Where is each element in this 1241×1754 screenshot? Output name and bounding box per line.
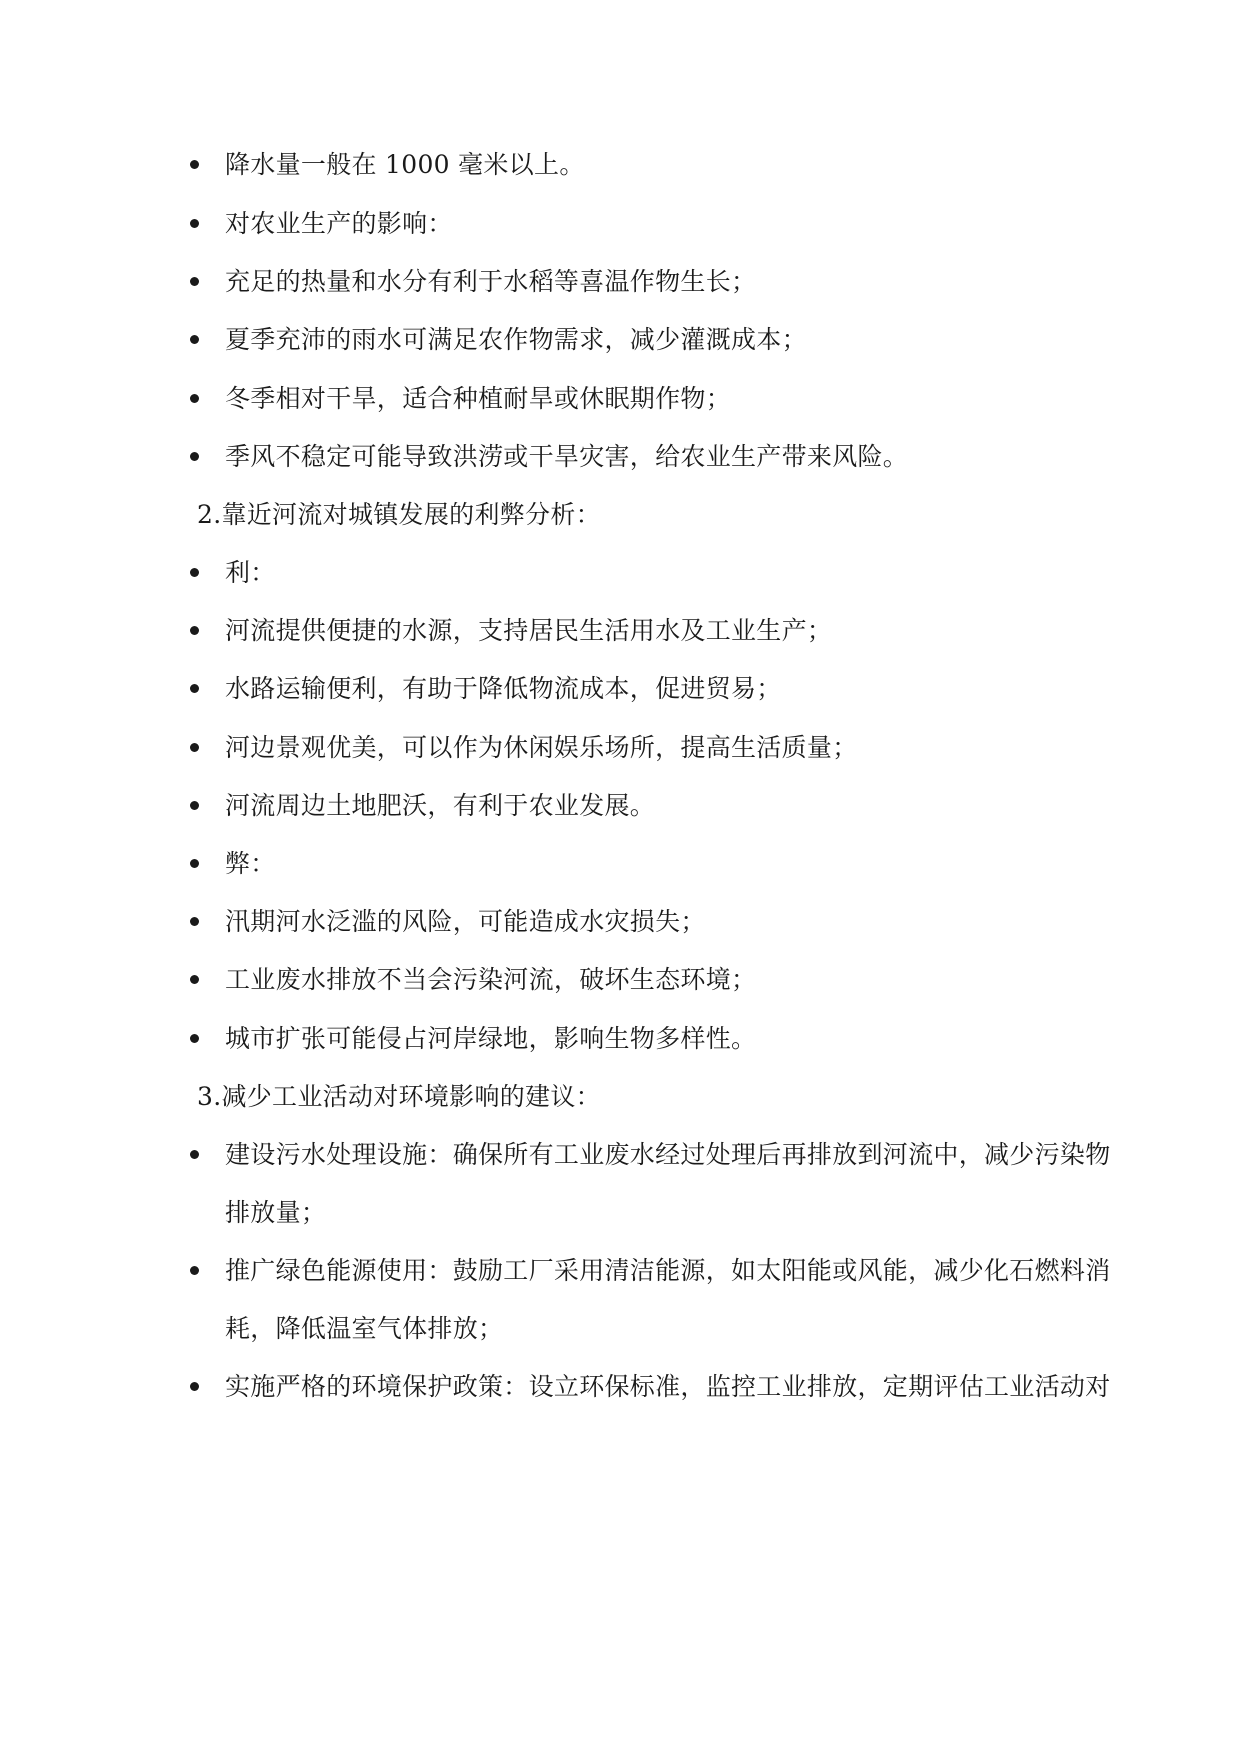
bullet-dot — [190, 277, 199, 286]
list-item: 汛期河水泛滥的风险，可能造成水灾损失； — [225, 907, 706, 936]
bullet-dot — [190, 219, 199, 228]
bullet-dot — [190, 743, 199, 752]
bullet-dot — [190, 335, 199, 344]
list-item: 弊： — [225, 849, 276, 878]
list-item: 季风不稳定可能导致洪涝或干旱灾害，给农业生产带来风险。 — [225, 442, 909, 471]
list-item: 充足的热量和水分有利于水稻等喜温作物生长； — [225, 267, 757, 296]
list-item: 利： — [225, 558, 276, 587]
bullet-dot — [190, 975, 199, 984]
bullet-dot — [190, 394, 199, 403]
bullet-dot — [190, 452, 199, 461]
bullet-dot — [190, 626, 199, 635]
list-item: 工业废水排放不当会污染河流，破坏生态环境； — [225, 965, 757, 994]
bullet-dot — [190, 801, 199, 810]
list-item: 水路运输便利，有助于降低物流成本，促进贸易； — [225, 674, 782, 703]
list-item: 夏季充沛的雨水可满足农作物需求，减少灌溉成本； — [225, 325, 807, 354]
list-item-continuation: 耗，降低温室气体排放； — [225, 1314, 504, 1343]
list-item: 建设污水处理设施：确保所有工业废水经过处理后再排放到河流中，减少污染物 — [225, 1140, 1111, 1169]
list-item: 对农业生产的影响： — [225, 209, 453, 238]
list-item: 冬季相对干旱，适合种植耐旱或休眠期作物； — [225, 384, 732, 413]
section-heading: 3.减少工业活动对环境影响的建议： — [197, 1082, 601, 1111]
bullet-dot — [190, 1150, 199, 1159]
bullet-dot — [190, 568, 199, 577]
bullet-dot — [190, 684, 199, 693]
list-item-continuation: 排放量； — [225, 1198, 327, 1227]
list-item: 降水量一般在 1000 毫米以上。 — [225, 150, 585, 179]
bullet-dot — [190, 160, 199, 169]
bullet-dot — [190, 1266, 199, 1275]
list-item: 河边景观优美，可以作为休闲娱乐场所，提高生活质量； — [225, 733, 858, 762]
bullet-dot — [190, 1034, 199, 1043]
bullet-dot — [190, 859, 199, 868]
bullet-dot — [190, 1382, 199, 1391]
list-item: 城市扩张可能侵占河岸绿地，影响生物多样性。 — [225, 1024, 757, 1053]
list-item: 河流周边土地肥沃，有利于农业发展。 — [225, 791, 656, 820]
list-item: 推广绿色能源使用：鼓励工厂采用清洁能源，如太阳能或风能，减少化石燃料消 — [225, 1256, 1111, 1285]
section-heading: 2.靠近河流对城镇发展的利弊分析： — [197, 500, 601, 529]
list-item: 河流提供便捷的水源，支持居民生活用水及工业生产； — [225, 616, 833, 645]
list-item: 实施严格的环境保护政策：设立环保标准，监控工业排放，定期评估工业活动对 — [225, 1372, 1111, 1401]
bullet-dot — [190, 917, 199, 926]
